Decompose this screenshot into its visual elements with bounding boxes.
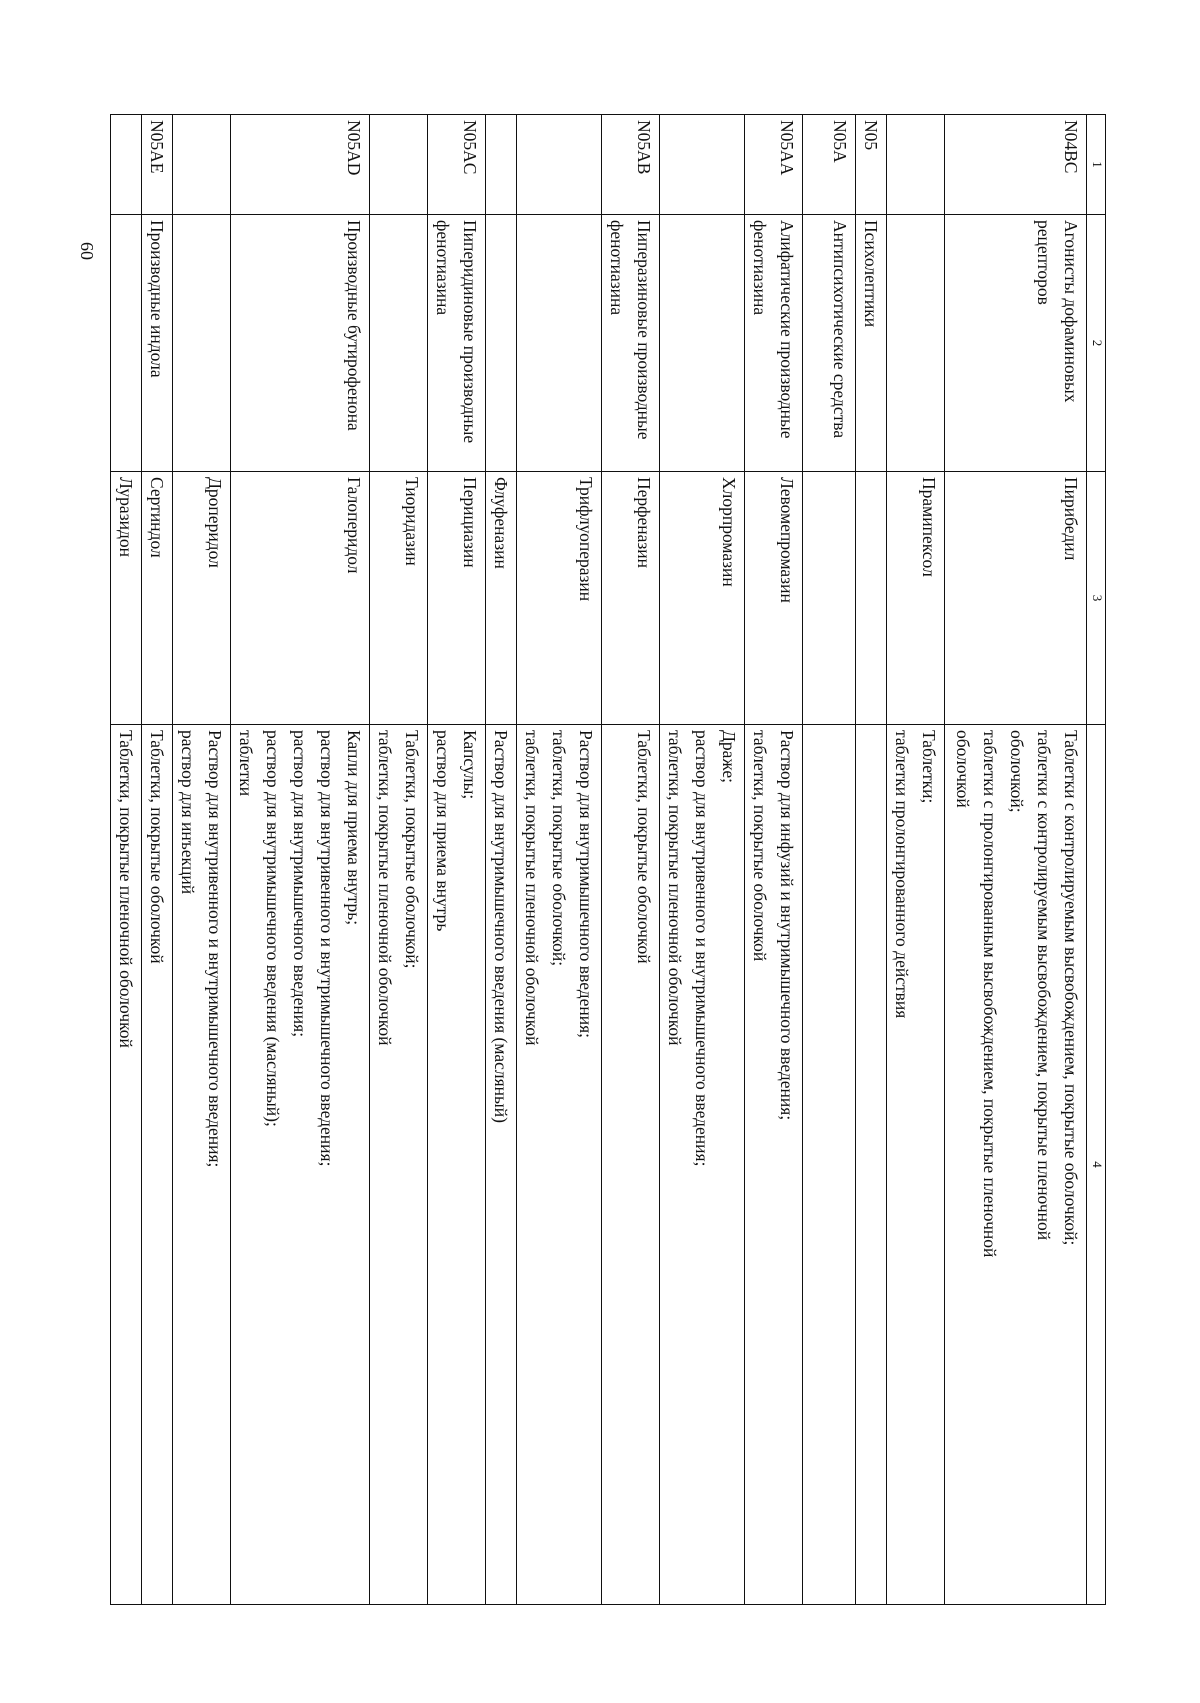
group-name-cell xyxy=(486,215,517,472)
dosage-form-line: Таблетки, покрытые пленочной оболочкой xyxy=(116,730,136,1048)
substance-cell xyxy=(803,472,856,725)
dosage-form-line: таблетки с пролонгированным высвобождением, покрытые пленочной xyxy=(980,730,1000,1258)
dosage-form-line: Драже; xyxy=(719,730,739,783)
group-name-cell: Агонисты дофаминовых рецепторов xyxy=(945,215,1087,472)
header-row xyxy=(1087,115,1106,1605)
group-name-cell xyxy=(111,215,142,472)
atc-code-cell xyxy=(887,115,945,215)
dosage-form-line: таблетки xyxy=(236,730,256,797)
dosage-forms-cell xyxy=(231,725,370,1605)
group-name-cell: Пиперидиновые производные фенотиазина xyxy=(428,215,486,472)
page-number: 60 xyxy=(77,242,97,260)
dosage-form-line: Раствор для внутримышечного введения; xyxy=(576,730,596,1039)
table-row xyxy=(428,115,486,1605)
table-row xyxy=(602,115,660,1605)
dosage-form-line: Капсулы; xyxy=(460,730,480,800)
dosage-forms-cell xyxy=(428,725,486,1605)
dosage-form-line: таблетки, покрытые оболочкой; xyxy=(549,730,569,967)
dosage-form-line: таблетки, покрытые оболочкой xyxy=(750,730,770,962)
group-name-cell: Алифатические производные фенотиазина xyxy=(745,215,803,472)
header-cell-3: 3 xyxy=(1087,472,1106,725)
dosage-form-line: Таблетки, покрытые оболочкой; xyxy=(402,730,422,969)
dosage-form-line: раствор для внутривенного и внутримышечного введения; xyxy=(692,730,712,1167)
dosage-form-line: раствор для приема внутрь xyxy=(433,730,453,932)
atc-code-cell xyxy=(370,115,428,215)
substance-cell: Луразидон xyxy=(111,472,142,725)
table-row xyxy=(111,115,142,1605)
dosage-form-line: таблетки пролонгированного действия xyxy=(892,730,912,1019)
table-row xyxy=(370,115,428,1605)
atc-code-cell: N05AE xyxy=(142,115,173,215)
atc-code-cell xyxy=(486,115,517,215)
dosage-forms-cell xyxy=(945,725,1087,1605)
table-row xyxy=(887,115,945,1605)
table-row xyxy=(231,115,370,1605)
dosage-forms-cell xyxy=(602,725,660,1605)
dosage-form-line: Раствор для инфузий и внутримышечного введения; xyxy=(777,730,797,1121)
header-cell-4: 4 xyxy=(1087,725,1106,1605)
table-row xyxy=(173,115,231,1605)
substance-cell: Левомепромазин xyxy=(745,472,803,725)
dosage-form-line: раствор для инъекций xyxy=(178,730,198,895)
dosage-forms-cell xyxy=(887,725,945,1605)
group-name-cell: Производные бутирофенона xyxy=(231,215,370,472)
dosage-form-line: Таблетки; xyxy=(919,730,939,804)
group-name-cell: Антипсихотические средства xyxy=(803,215,856,472)
group-name-cell xyxy=(660,215,745,472)
dosage-form-line: раствор для внутримышечного введения (масляный); xyxy=(263,730,283,1127)
dosage-form-line: Таблетки, покрытые оболочкой xyxy=(634,730,654,964)
atc-code-cell: N05 xyxy=(856,115,887,215)
substance-cell: Флуфеназин xyxy=(486,472,517,725)
dosage-forms-cell xyxy=(660,725,745,1605)
substance-cell: Хлорпромазин xyxy=(660,472,745,725)
substance-cell xyxy=(856,472,887,725)
dosage-forms-cell xyxy=(856,725,887,1605)
dosage-form-line: таблетки с контролируемым высвобождением, покрытые пленочной xyxy=(1034,730,1054,1241)
atc-code-cell xyxy=(660,115,745,215)
dosage-form-line: Таблетки, покрытые оболочкой xyxy=(147,730,167,964)
dosage-form-line: таблетки, покрытые пленочной оболочкой xyxy=(665,730,685,1046)
table-row xyxy=(660,115,745,1605)
table-row xyxy=(486,115,517,1605)
substance-cell: Перфеназин xyxy=(602,472,660,725)
rotated-table-area xyxy=(116,114,1106,1604)
substance-cell: Прамипексол xyxy=(887,472,945,725)
substance-cell: Трифлуоперазин xyxy=(517,472,602,725)
table-row xyxy=(945,115,1087,1605)
dosage-forms-cell xyxy=(142,725,173,1605)
substance-cell: Перициазин xyxy=(428,472,486,725)
dosage-form-line: оболочкой xyxy=(953,730,973,808)
dosage-form-line: Таблетки с контролируемым высвобождением, покрытые оболочкой; xyxy=(1061,730,1081,1246)
dosage-forms-cell xyxy=(517,725,602,1605)
substance-cell: Тиоридазин xyxy=(370,472,428,725)
table-row xyxy=(856,115,887,1605)
dosage-forms-cell xyxy=(803,725,856,1605)
group-name-cell xyxy=(517,215,602,472)
atc-code-cell xyxy=(173,115,231,215)
dosage-forms-cell xyxy=(745,725,803,1605)
substance-cell: Пирибедил xyxy=(945,472,1087,725)
substance-cell: Сертиндол xyxy=(142,472,173,725)
group-name-cell: Производные индола xyxy=(142,215,173,472)
dosage-form-line: таблетки, покрытые пленочной оболочкой xyxy=(522,730,542,1046)
group-name-cell xyxy=(173,215,231,472)
table-body xyxy=(111,115,1106,1605)
dosage-form-line: таблетки, покрытые пленочной оболочкой xyxy=(375,730,395,1046)
table-row xyxy=(745,115,803,1605)
drug-table xyxy=(110,114,1106,1605)
atc-code-cell xyxy=(517,115,602,215)
substance-cell: Галоперидол xyxy=(231,472,370,725)
header-cell-2: 2 xyxy=(1087,215,1106,472)
atc-code-cell: N05AD xyxy=(231,115,370,215)
dosage-form-line: раствор для внутримышечного введения; xyxy=(290,730,310,1038)
dosage-form-line: оболочкой; xyxy=(1007,730,1027,813)
dosage-form-line: Раствор для внутривенного и внутримышечного введения; xyxy=(205,730,225,1168)
atc-code-cell: N04BC xyxy=(945,115,1087,215)
dosage-form-line: раствор для внутривенного и внутримышечного введения; xyxy=(317,730,337,1167)
atc-code-cell: N05A xyxy=(803,115,856,215)
atc-code-cell: N05AA xyxy=(745,115,803,215)
table-row xyxy=(142,115,173,1605)
dosage-forms-cell xyxy=(111,725,142,1605)
table-row xyxy=(803,115,856,1605)
table-row xyxy=(517,115,602,1605)
substance-cell: Дроперидол xyxy=(173,472,231,725)
atc-code-cell: N05AC xyxy=(428,115,486,215)
group-name-cell: Пиперазиновые производные фенотиазина xyxy=(602,215,660,472)
dosage-form-line: Капли для приема внутрь; xyxy=(344,730,364,926)
header-cell-1: 1 xyxy=(1087,115,1106,215)
dosage-forms-cell xyxy=(486,725,517,1605)
group-name-cell xyxy=(887,215,945,472)
dosage-form-line: Раствор для внутримышечного введения (масляный) xyxy=(491,730,511,1123)
atc-code-cell: N05AB xyxy=(602,115,660,215)
group-name-cell: Психолептики xyxy=(856,215,887,472)
group-name-cell xyxy=(370,215,428,472)
dosage-forms-cell xyxy=(370,725,428,1605)
atc-code-cell xyxy=(111,115,142,215)
dosage-forms-cell xyxy=(173,725,231,1605)
